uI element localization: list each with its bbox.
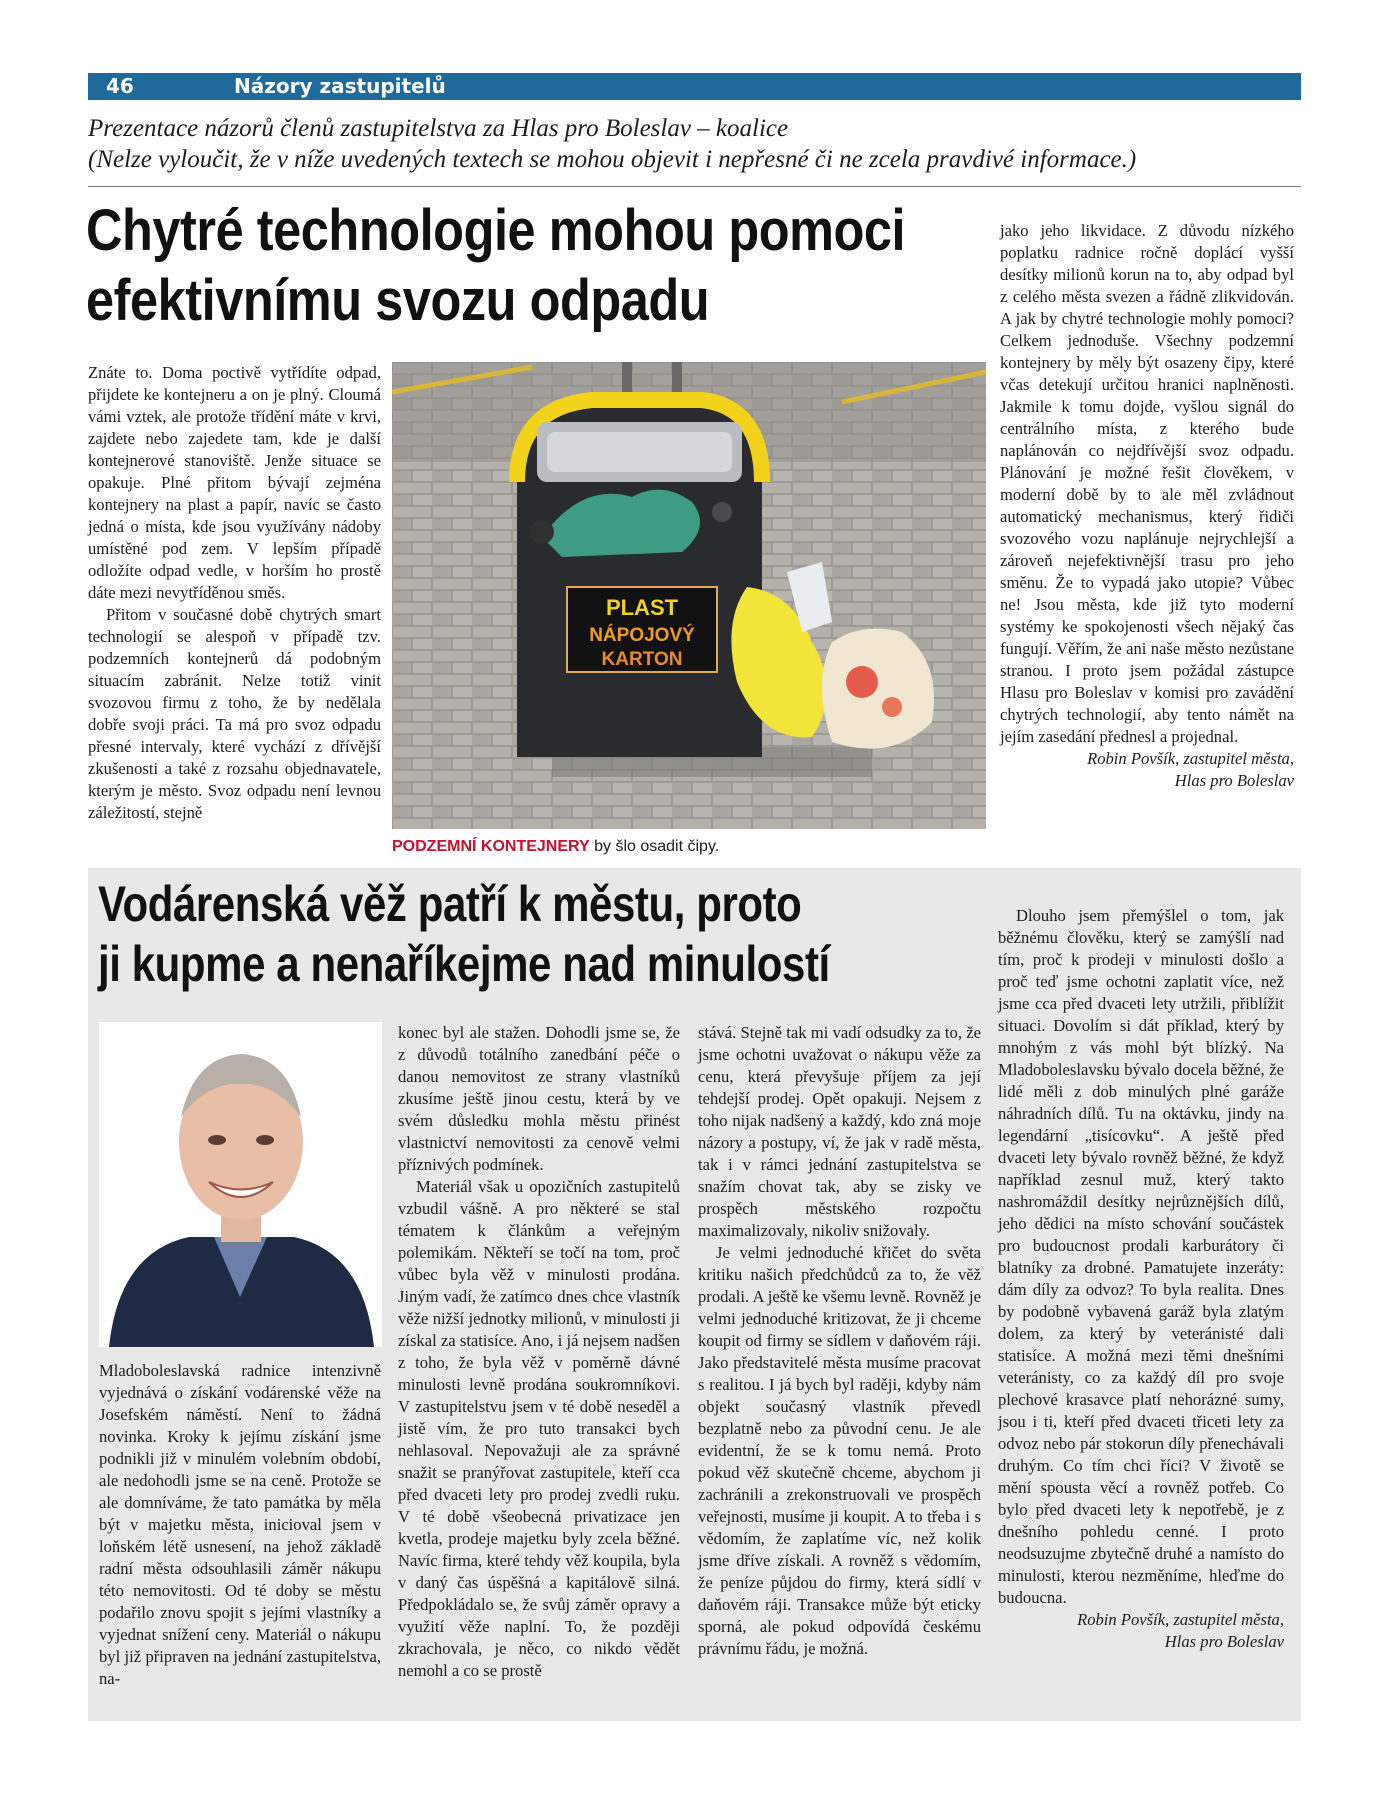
article2-paragraph: konec byl ale stažen. Dohodli jsme se, že z důvodů totálního zanedbání péče o danou nemovitost ze strany vlastníků zkusíme ještě jinou cestu, která by ve svém důsledku mohla městu přinést vlastnictví nemovitosti za cenově velmi příznivých podmínek. — [398, 1023, 680, 1174]
article1-paragraph: jako jeho likvidace. Z důvodu nízkého poplatku radnice ročně doplácí vyšší desítky milionů korun na to, aby odpad byl z celého města svezen a řádně zlikvidován. A jak by chytré technologie mohly pomoci? Celkem jednoduše. Všechny podzemní kontejnery by měly být osazeny čipy, které včas detekují určitou hranici naplněnosti. Jakmile k tomu dojde, vyšlou signál do centrálního místa, z kterého bude naplánován co nejdřívější svoz odpadu. Plánování je možné řešit člověkem, v moderní době by to ale měl zvládnout automatický mechanismus, který řidiči svozového vozu naplánuje nejrychlejší a zároveň nejefektivnější trasu pro jeho směnu. Že to vypadá jako utopie? Vůbec ne! Jsou města, kde již tyto moderní systémy ke spokojenosti všech nějaký čas fungují. Věřím, že ani naše město nezůstane stranou. I proto jsem požádal zástupce Hlasu pro Boleslav v komisi pro zavádění chytrých technologií, aby tento námět na jejím zasedání přednesl a projednal. — [1000, 221, 1294, 746]
article2-column-2 — [398, 1022, 680, 1682]
intro-note — [88, 113, 1301, 175]
photo-caption — [392, 838, 719, 856]
article1-signature — [1000, 748, 1294, 792]
article1-headline-line-1: Chytré technologie mohou pomoci — [86, 198, 906, 263]
signature-line-1: Robin Povšík, zastupitel města, — [1077, 1610, 1284, 1629]
container-label-line-3: KARTON — [601, 649, 683, 670]
article2-column-3 — [698, 1022, 981, 1660]
container-photo — [392, 362, 986, 829]
header-bar — [88, 73, 1301, 100]
article2-headline — [98, 874, 830, 994]
article2-paragraph: Je velmi jednoduché křičet do světa kritiku našich předchůdců za to, že věž prodali. A ještě ke všemu levně. Rovněž je velmi jednoduché kritizovat, že ji chceme koupit od firmy se sídlem v daňovém ráji. Jako představitelé města musíme pracovat s realitou. I já bych byl raději, kdyby nám objekt současný vlastník převedl bezplatně nebo za původní cenu. Je ale evidentní, že se k tomu nemá. Proto pokud věž skutečně chceme, abychom ji zachránili a zrekonstruovali ve prospěch veřejnosti, musíme ji koupit. A to třeba i s vědomím, že zaplatíme víc, než kolik jsme dříve získali. A rovněž s vědomím, že peníze půjdou do firmy, která sídlí v daňovém ráji. Transakce může být eticky sporná, ale pokud odpovídá českému právnímu řádu, je možná. — [698, 1243, 981, 1658]
caption-lead: PODZEMNÍ KONTEJNERY — [392, 838, 590, 855]
article2-headline-line-1: Vodárenská věž patří k městu, proto — [98, 876, 802, 932]
author-portrait — [99, 1022, 382, 1347]
article1-headline-line-2: efektivnímu svozu odpadu — [86, 268, 710, 333]
article1-right-column — [1000, 220, 1294, 792]
article1-left-column — [88, 362, 381, 824]
signature-line-1: Robin Povšík, zastupitel města, — [1087, 749, 1294, 768]
article1-paragraph: Znáte to. Doma poctivě vytřídíte odpad, přijdete ke kontejneru a on je plný. Cloumá vámi vztek, ale protože třídění máte v krvi, zajdete nebo zajedete tam, kde je další kontejnerové stanoviště. Jenže situace se opakuje. Plné přitom bývají zejména kontejnery na plast a papír, navíc se často jedná o místa, kde jsou využívány nádoby umístěné pod zem. V lepším případě odložíte odpad vedle, v horším ho prostě dáte mezi nevytříděnou směs. — [88, 363, 381, 602]
article2-column-4 — [998, 905, 1284, 1653]
article2-signature — [998, 1609, 1284, 1653]
intro-line-1: Prezentace názorů členů zastupitelstva za Hlas pro Boleslav – koalice — [88, 115, 789, 142]
article2-paragraph: Dlouho jsem přemýšlel o tom, jak běžnému člověku, který se zamýšlí nad tím, proč k prodeji v minulosti došlo a proč teď jsme ochotni zaplatit více, než jsme cca před dvaceti lety utržili, přiblížit situaci. Dovolím si dát příklad, který by mnohým z vás mohl být blízký. Na Mladoboleslavsku bývalo docela běžné, že lidé měli z dob minulých plné garáže náhradních dílů. Tu na oktávku, jindy na legendární „tisícovku“. A ještě před dvaceti lety bývalo rovněž běžné, že když například zesnul muž, který takto nashromáždil desítky nejrůznějších dílů, jeho dědici na místo schování součástek pro budoucnost prodali karburátory či blatníky za drobné. Pamatujete inzeráty: dám díly za odvoz? To byla realita. Dnes by podobně vybavená garáž byla zlatým dolem, za který by veteránisté dali statisíce. A možná mezi těmi dnešními veteránisty, co za každý díl pro svoje plechové krasavce platí nehorázné sumy, jsou i ti, kteří před dvaceti třiceti lety za odvoz nebo pár stokorun díly přenechávali druhým. Co tím chci říci? V životě se mění spousta věcí a rovněž potřeb. Co bylo před dvaceti lety k nepotřebě, je z dnešního pohledu cenné. I proto neodsuzujme zbytečně druhé a namísto do minulosti, kterou nezměníme, hleďme do budoucna. — [998, 906, 1284, 1607]
signature-line-2: Hlas pro Boleslav — [1164, 1632, 1284, 1651]
article2-column-1 — [99, 1360, 381, 1690]
caption-text: by šlo osadit čipy. — [589, 838, 720, 855]
article1-headline — [86, 196, 905, 336]
container-label-line-2: NÁPOJOVÝ — [589, 625, 695, 646]
signature-line-2: Hlas pro Boleslav — [1174, 771, 1294, 790]
section-title: Názory zastupitelů — [234, 74, 446, 98]
article2-paragraph: Materiál však u opozičních zastupitelů vzbudil vášně. A pro některé se stal tématem k článkům a veřejným polemikám. Někteří se točí na tom, proč vůbec byla věž v minulosti prodána. Jiným vadí, že zatímco dnes chce vlastník věže nižší jednotky milionů, v minulosti ji získal za statisíce. Ano, i já nejsem nadšen z toho, že byla věž v poměrně dávné minulosti levně prodána soukromníkovi. V zastupitelstvu jsem v té době neseděl a jistě vím, že pro tuto transakci bych nehlasoval. Nepovažuji ale za správné snažit se pranýřovat zastupitele, kteří cca před dvaceti lety pro prodej zvedli ruku. V té době všeobecná privatizace jen kvetla, prodeje majetku byly zcela běžné. Navíc firma, které tehdy věž koupila, byla v daný čas úspěšná a kapitálově silná. Předpokládalo se, že svůj záměr opravy a využití věže naplní. To, že později zkrachovala, je něco, co nikdo vědět nemohl a co se prostě — [398, 1177, 680, 1680]
article1-paragraph: Přitom v současné době chytrých smart technologií se alespoň v případě tzv. podzemních kontejnerů dá podobným situacím zabránit. Nelze totiž vinit svozovou firmu z toho, že by nedělala dobře svoji práci. Ta má pro svoz odpadu přesné intervaly, které vychází z dřívější zkušenosti a také z rozsahu objednavatele, kterým je město. Svoz odpadu není levnou záležitostí, stejně — [88, 605, 381, 822]
article2-paragraph: stává. Stejně tak mi vadí odsudky za to, že jsme ochotni uvažovat o nákupu věže za cenu, která převyšuje příjem za její tehdejší prodej. Opět opakuji. Nejsem z toho nijak nadšený a každý, kdo zná moje názory a postupy, ví, že jak v radě města, tak i v rámci jednání zastupitelstva se snažím chovat tak, aby se zisky ve prospěch městského rozpočtu maximalizovaly, nikoliv snižovaly. — [698, 1023, 981, 1240]
article2-paragraph: Mladoboleslavská radnice intenzivně vyjednává o získání vodárenské věže na Josefském náměstí. Není to žádná novinka. Kroky k jejímu získání jsme podnikli již v minulém volebním období, ale nedohodli jsme se na ceně. Protože se ale domníváme, že tato památka by měla být v majetku města, inicioval jsem v loňském létě usnesení, na jehož základě radní města odsouhlasili záměr nákupu této nemovitosti. Od té doby se městu podařilo znovu spojit s jejími vlastníky a vyjednat snížení ceny. Materiál o nákupu byl již připraven na jednání zastupitelstva, na- — [99, 1361, 381, 1688]
article2-headline-line-2: ji kupme a nenaříkejme nad minulostí — [98, 936, 830, 992]
intro-line-2: (Nelze vyloučit, že v níže uvedených textech se mohou objevit i nepřesné či ne zcela pravdivé informace.) — [88, 146, 1137, 173]
divider — [88, 186, 1301, 187]
page-number: 46 — [106, 74, 134, 98]
container-label-line-1: PLAST — [605, 595, 679, 620]
